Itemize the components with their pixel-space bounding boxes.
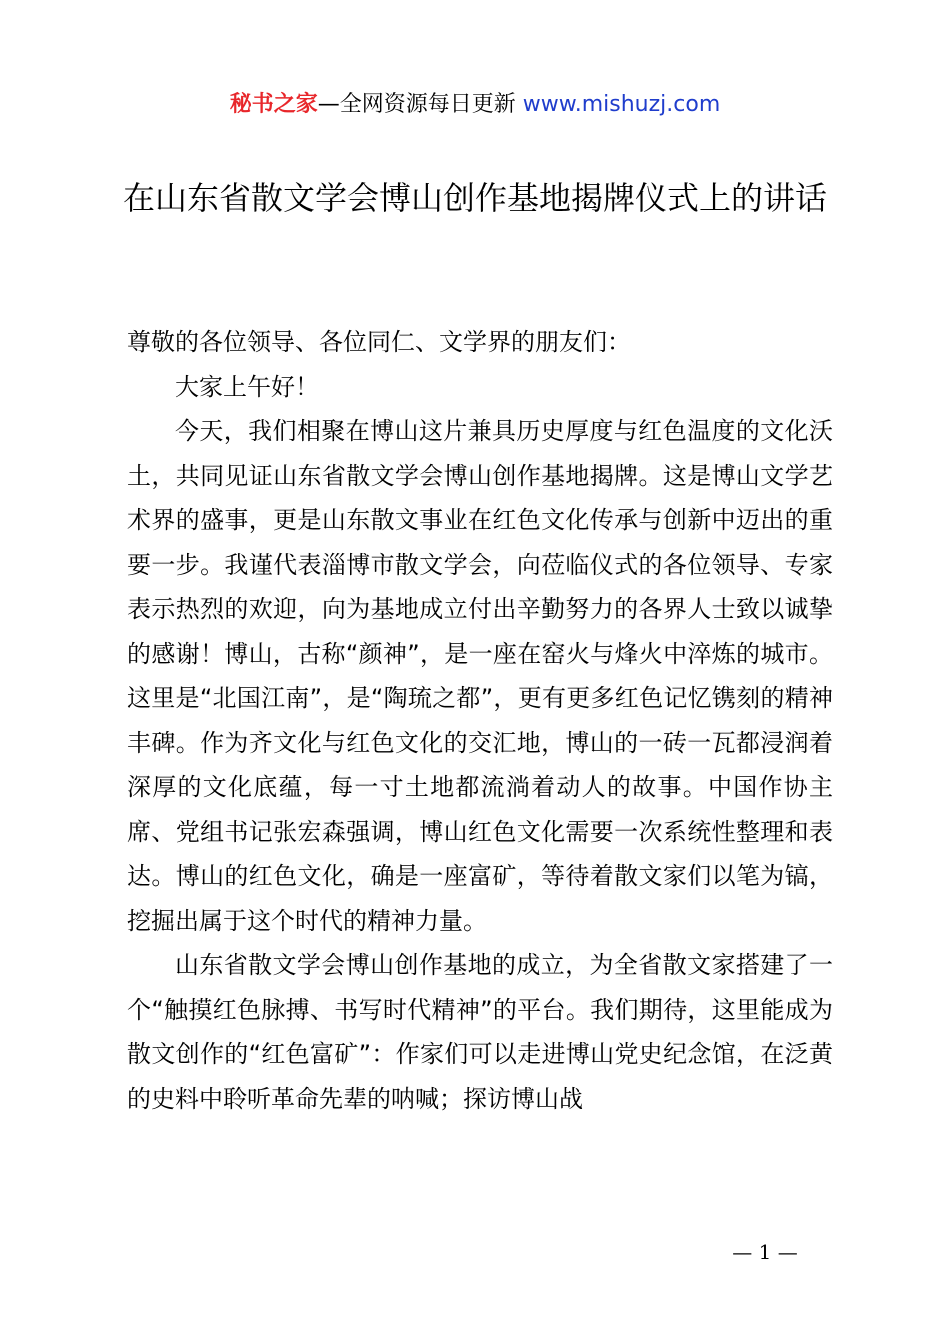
paragraph-base-purpose: 山东省散文学会博山创作基地的成立，为全省散文家搭建了一个“触摸红色脉搏、书写时代精神”的平台。我们期待，这里能成为散文创作的“红色富矿”：作家们可以走进博山党史纪念馆，在泛黄的史料中聆听革命先辈的呐喊；探访博山战 <box>127 951 833 1113</box>
paragraph-greeting: 大家上午好！ <box>175 372 319 401</box>
paragraph-opening: 今天，我们相聚在博山这片兼具历史厚度与红色温度的文化沃土，共同见证山东省散文学会博山创作基地揭牌。这是博山文学艺术界的盛事，更是山东散文事业在红色文化传承与创新中迈出的重要一步。我谨代表淄博市散文学会，向莅临仪式的各位领导、专家表示热烈的欢迎，向为基地成立付出辛勤努力的各界人士致以诚挚的感谢！博山，古称“颜神”，是一座在窑火与烽火中淬炼的城市。这里是“北国江南”，是“陶琉之都”，更有更多红色记忆镌刻的精神丰碑。作为齐文化与红色文化的交汇地，博山的一砖一瓦都浸润着深厚的文化底蕴，每一寸土地都流淌着动人的故事。中国作协主席、党组书记张宏森强调，博山红色文化需要一次系统性整理和表达。博山的红色文化，确是一座富矿，等待着散文家们以笔为镐，挖掘出属于这个时代的精神力量。 <box>127 417 833 935</box>
page-number: — 1 — <box>732 1240 798 1264</box>
document-title: 在山东省散文学会博山创作基地揭牌仪式上的讲话 <box>122 179 827 217</box>
salutation: 尊敬的各位领导、各位同仁、文学界的朋友们： <box>127 328 631 356</box>
site-tagline: —全网资源每日更新 <box>317 92 523 117</box>
site-url-link[interactable]: www.mishuzj.com <box>522 92 721 117</box>
document-body <box>127 320 833 1121</box>
site-brand: 秘书之家 <box>229 92 318 117</box>
site-header <box>0 88 950 122</box>
